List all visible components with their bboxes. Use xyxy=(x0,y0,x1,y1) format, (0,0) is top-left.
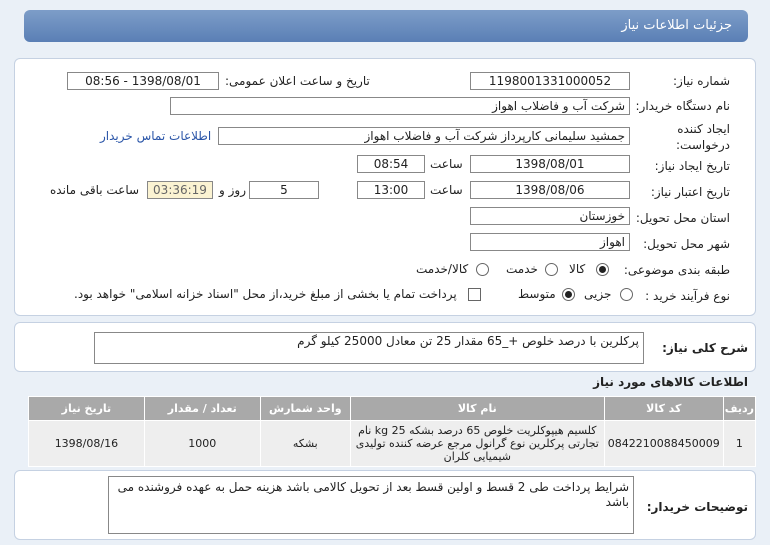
days-label: روز و xyxy=(219,183,246,197)
category-option-service: خدمت xyxy=(506,262,538,276)
col-unit: واحد شمارش xyxy=(260,397,350,421)
col-date: تاریخ نیاز xyxy=(29,397,145,421)
created-time-label: ساعت xyxy=(430,157,463,171)
col-name: نام کالا xyxy=(350,397,604,421)
created-time-field: 08:54 xyxy=(357,155,425,173)
purchase-radio-medium[interactable] xyxy=(562,288,575,301)
page-header xyxy=(24,10,748,42)
remaining-label: ساعت باقی مانده xyxy=(50,183,140,197)
announce-label: تاریخ و ساعت اعلان عمومی: xyxy=(225,74,370,88)
category-radio-both[interactable] xyxy=(476,263,489,276)
buyer-org-field: شرکت آب و فاضلاب اهواز xyxy=(170,97,630,115)
goods-section-title: اطلاعات کالاهای مورد نیاز xyxy=(593,375,748,389)
valid-time-label: ساعت xyxy=(430,183,463,197)
category-option-goods: کالا xyxy=(569,262,586,276)
buyer-notes-label: توضیحات خریدار: xyxy=(646,500,748,514)
creator-field: جمشید سلیمانی کارپرداز شرکت آب و فاضلاب اهواز xyxy=(218,127,630,145)
announce-field: 1398/08/01 - 08:56 xyxy=(67,72,219,90)
cell-row: 1 xyxy=(723,421,755,467)
table-row xyxy=(29,421,756,467)
province-label: استان محل تحویل: xyxy=(635,211,730,225)
valid-time-field: 13:00 xyxy=(357,181,425,199)
treasury-payment-checkbox[interactable] xyxy=(468,288,481,301)
col-row: ردیف xyxy=(723,397,755,421)
valid-date-field: 1398/08/06 xyxy=(470,181,630,199)
valid-date-label: تاریخ اعتبار نیاز: xyxy=(650,185,730,199)
buyer-notes-field: شرایط پرداخت طی 2 قسط و اولین قسط بعد از تحویل کالامی باشد هزینه حمل به عهده فروشنده می باشد xyxy=(108,476,634,534)
category-radio-goods[interactable] xyxy=(596,263,609,276)
remaining-time-field: 03:36:19 xyxy=(147,181,213,199)
created-date-field: 1398/08/01 xyxy=(470,155,630,173)
purchase-radio-minor[interactable] xyxy=(620,288,633,301)
need-number-field: 1198001331000052 xyxy=(470,72,630,90)
creator-label-1: ایجاد کننده xyxy=(677,122,730,136)
purchase-label: نوع فرآیند خرید : xyxy=(645,289,730,303)
cell-qty: 1000 xyxy=(144,421,260,467)
creator-label-2: درخواست: xyxy=(676,138,730,152)
city-field: اهواز xyxy=(470,233,630,251)
cell-code: 0842210088450009 xyxy=(604,421,723,467)
summary-label: شرح کلی نیاز: xyxy=(662,341,748,355)
province-field: خوزستان xyxy=(470,207,630,225)
cell-date: 1398/08/16 xyxy=(29,421,145,467)
category-label: طبقه بندی موضوعی: xyxy=(623,263,730,277)
goods-table xyxy=(28,396,756,467)
purchase-option-minor: جزیی xyxy=(584,287,612,301)
cell-unit: بشکه xyxy=(260,421,350,467)
contact-buyer-link[interactable]: اطلاعات تماس خریدار xyxy=(100,129,212,143)
page-title: جزئیات اطلاعات نیاز xyxy=(621,18,732,33)
goods-table-header xyxy=(29,397,756,421)
col-code: کد کالا xyxy=(604,397,723,421)
category-radio-service[interactable] xyxy=(545,263,558,276)
days-field: 5 xyxy=(249,181,319,199)
category-option-both: کالا/خدمت xyxy=(416,262,469,276)
need-number-label: شماره نیاز: xyxy=(673,74,730,88)
treasury-payment-note: پرداخت تمام یا بخشی از مبلغ خرید،از محل "اسناد خزانه اسلامی" خواهد بود. xyxy=(74,287,457,301)
purchase-option-medium: متوسط xyxy=(518,287,556,301)
cell-name: کلسیم هیپوکلریت خلوص 65 درصد بشکه 25 kg نام تجارتی پرکلرین نوع گرانول مرجع عرضه کننده تولیدی شیمیایی کلران xyxy=(350,421,604,467)
created-date-label: تاریخ ایجاد نیاز: xyxy=(654,159,730,173)
summary-field: پرکلرین با درصد خلوص +_65 مقدار 25 تن معادل 25000 کیلو گرم xyxy=(94,332,644,364)
city-label: شهر محل تحویل: xyxy=(643,237,730,251)
col-qty: تعداد / مقدار xyxy=(144,397,260,421)
buyer-org-label: نام دستگاه خریدار: xyxy=(635,99,730,113)
